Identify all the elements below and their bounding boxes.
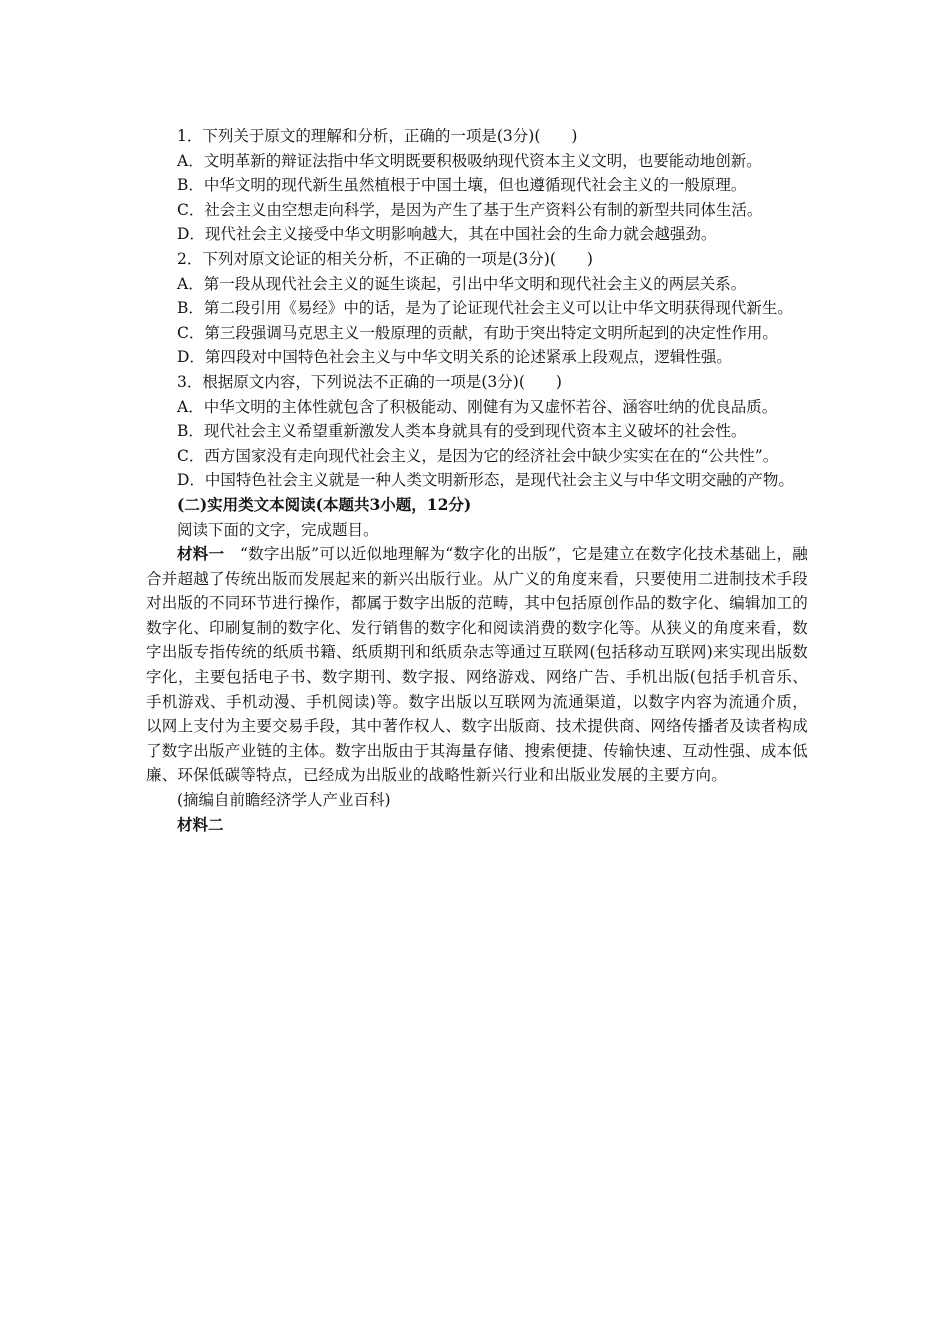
document-page: [146, 124, 808, 837]
material-2-label: 材料二: [177, 814, 224, 834]
question-3-stem: 3．根据原文内容，下列说法不正确的一项是(3分)( ): [177, 372, 562, 391]
question-3-option-b: B．现代社会主义希望重新激发人类本身就具有的受到现代资本主义破坏的社会性。: [177, 422, 747, 441]
question-2-option-d: D．第四段对中国特色社会主义与中华文明关系的论述紧承上段观点，逻辑性强。: [177, 348, 732, 367]
question-2-stem: 2．下列对原文论证的相关分析，不正确的一项是(3分)( ): [177, 249, 593, 268]
question-1-option-d: D．现代社会主义接受中华文明影响越大，其在中国社会的生命力就会越强劲。: [177, 225, 717, 244]
question-3-option-d: D．中国特色社会主义就是一种人类文明新形态，是现代社会主义与中华文明交融的产物。: [177, 471, 794, 490]
material-1-source: (摘编自前瞻经济学人产业百科): [177, 791, 391, 810]
question-1-option-b: B．中华文明的现代新生虽然植根于中国土壤，但也遵循现代社会主义的一般原理。: [177, 176, 747, 195]
question-2-option-c: C．第三段强调马克思主义一般原理的贡献，有助于突出特定文明所起到的决定性作用。: [177, 323, 778, 342]
question-1-option-c: C．社会主义由空想走向科学，是因为产生了基于生产资料公有制的新型共同体生活。: [177, 200, 763, 219]
question-1-stem: 1．下列关于原文的理解和分析，正确的一项是(3分)( ): [177, 127, 578, 145]
material-1-text: “数字出版”可以近似地理解为“数字化的出版”，它是建立在数字化技术基础上，融合并超越了传统出版而发展起来的新兴出版行业。从广义的角度来看，只要使用二进制技术手段对出版的不同环节进行操作，都属于数字出版的范畴，其中包括原创作品的数字化、编辑加工的数字化、印刷复制的数字化、发行销售的数字化和阅读消费的数字化等。从狭义的角度来看，数字出版专指传统的纸质书籍、纸质期刊和纸质杂志等通过互联网(包括移动互联网)来实现出版数字化，主要包括电子书、数字期刊、数字报、网络游戏、网络广告、手机出版(包括手机音乐、手机游戏、手机动漫、手机阅读)等。数字出版以互联网为流通渠道，以数字内容为流通介质，以网上支付为主要交易手段，其中著作权人、数字出版商、技术提供商、网络传播者及读者构成了数字出版产业链的主体。数字出版由于其海量存储、搜索便捷、传输快速、互动性强、成本低廉、环保低碳等特点，已经成为出版业的战略性新兴行业和出版业发展的主要方向。: [146, 545, 809, 785]
question-3-option-a: A．中华文明的主体性就包含了积极能动、刚健有为又虚怀若谷、涵容吐纳的优良品质。: [177, 397, 778, 416]
material-1-paragraph: [146, 542, 808, 788]
question-3-option-c: C．西方国家没有走向现代社会主义，是因为它的经济社会中缺少实实在在的“公共性”。: [177, 446, 779, 465]
question-2-option-a: A．第一段从现代社会主义的诞生谈起，引出中华文明和现代社会主义的两层关系。: [177, 274, 747, 293]
section-title: (二)实用类文本阅读(本题共3小题，12分): [177, 494, 472, 514]
material-1-label: 材料一: [177, 544, 225, 564]
question-1-option-a: A．文明革新的辩证法指中华文明既要积极吸纳现代资本主义文明，也要能动地创新。: [177, 151, 762, 170]
section-instruction: 阅读下面的文字，完成题目。: [177, 520, 379, 539]
question-2-option-b: B．第二段引用《易经》中的话，是为了论证现代社会主义可以让中华文明获得现代新生。: [177, 299, 793, 318]
